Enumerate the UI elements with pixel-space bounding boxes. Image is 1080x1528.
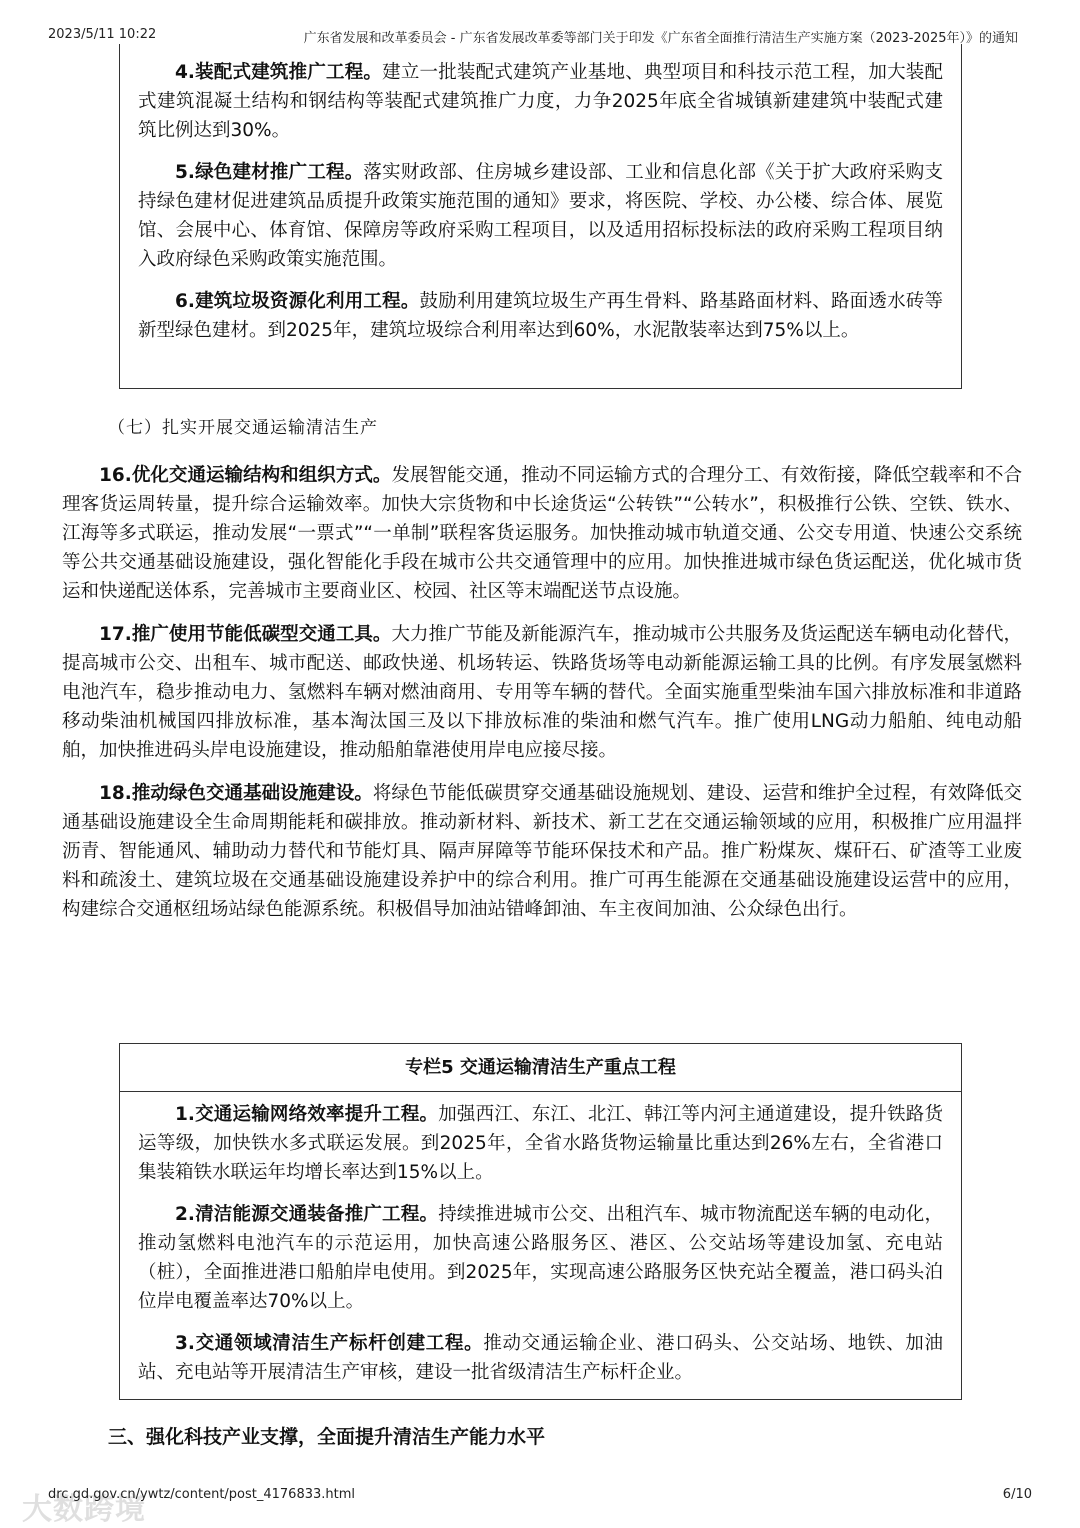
box-item-title: 5.绿色建材推广工程。	[175, 162, 364, 183]
subheading: （七）扎实开展交通运输清洁生产	[108, 418, 378, 438]
body-paragraph	[62, 779, 1022, 924]
watermark-logo: 大数跨境	[22, 1492, 146, 1527]
box-item-text: 持续推进城市公交、出租汽车、城市物流配送车辆的电动化，推动氢燃料电池汽车的示范运用，加快高速公路服务区、港区、公交站场等建设加氢、充电站（桩），全面推进港口船舶岸电使用。到2025年，实现高速公路服务区快充站全覆盖，港口码头泊位岸电覆盖率达70%以上。	[138, 1204, 943, 1312]
box-item-title: 3.交通领域清洁生产标杆创建工程。	[175, 1333, 484, 1354]
paragraph-title: 18.推动绿色交通基础设施建设。	[99, 783, 373, 804]
footer-page-number: 6/10	[1002, 1487, 1032, 1502]
box-item-text: 推动交通运输企业、港口码头、公交站场、地铁、加油站、充电站等开展清洁生产审核，建设一批省级清洁生产标杆企业。	[138, 1333, 943, 1383]
paragraph-text: 发展智能交通，推动不同运输方式的合理分工、有效衔接，降低空载率和不合理客货运周转量，提升综合运输效率。加快大宗货物和中长途货运“公转铁”“公转水”，积极推行公铁、空铁、铁水、江海等多式联运，推动发展“一票式”“一单制”联程客货运服务。加快推动城市轨道交通、公交专用道、快速公交系统等公共交通基础设施建设，强化智能化手段在城市公共交通管理中的应用。加快推进城市绿色货运配送，优化城市货运和快递配送体系，完善城市主要商业区、校园、社区等末端配送节点设施。	[62, 465, 1022, 602]
box-body	[120, 1092, 961, 1387]
body-paragraph	[62, 461, 1022, 606]
box-item-title: 1.交通运输网络效率提升工程。	[175, 1104, 439, 1125]
box-item-title: 2.清洁能源交通装备推广工程。	[175, 1204, 439, 1225]
paragraph-title: 16.优化交通运输结构和组织方式。	[99, 465, 392, 486]
paragraph-text: 大力推广节能及新能源汽车，推动城市公共服务及货运配送车辆电动化替代，提高城市公交、出租车、城市配送、邮政快递、机场转运、铁路货场等电动新能源运输工具的比例。有序发展氢燃料电池汽车，稳步推动电力、氢燃料车辆对燃油商用、专用等车辆的替代。全面实施重型柴油车国六排放标准和非道路移动柴油机械国四排放标准，基本淘汰国三及以下排放标准的柴油和燃气汽车。推广使用LNG动力船舶、纯电动船舶，加快推进码头岸电设施建设，推动船舶靠港使用岸电应接尽接。	[62, 624, 1022, 761]
header-datetime: 2023/5/11 10:22	[48, 27, 157, 42]
paragraph-title: 17.推广使用节能低碳型交通工具。	[99, 624, 392, 645]
paragraph-text: 将绿色节能低碳贯穿交通基础设施规划、建设、运营和维护全过程，有效降低交通基础设施建设全生命周期能耗和碳排放。推动新材料、新技术、新工艺在交通运输领域的应用，积极推广应用温拌沥青、智能通风、辅助动力替代和节能灯具、隔声屏障等节能环保技术和产品。推广粉煤灰、煤矸石、矿渣等工业废料和疏浚土、建筑垃圾在交通基础设施建设养护中的综合利用。推广可再生能源在交通基础设施建设运营中的应用，构建综合交通枢纽场站绿色能源系统。积极倡导加油站错峰卸油、车主夜间加油、公众绿色出行。	[62, 783, 1022, 920]
box-item-title: 4.装配式建筑推广工程。	[175, 62, 383, 83]
box-item-text: 落实财政部、住房城乡建设部、工业和信息化部《关于扩大政府采购支持绿色建材促进建筑品质提升政策实施范围的通知》要求，将医院、学校、办公楼、综合体、展览馆、会展中心、体育馆、保障房等政府采购工程项目，以及适用招标投标法的政府采购工程项目纳入政府绿色采购政策实施范围。	[138, 162, 943, 270]
box-item-text: 建立一批装配式建筑产业基地、典型项目和科技示范工程，加大装配式建筑混凝土结构和钢结构等装配式建筑推广力度，力争2025年底全省城镇新建建筑中装配式建筑比例达到30%。	[138, 62, 943, 141]
box-item	[138, 1100, 943, 1187]
project-box-building	[119, 44, 962, 389]
box-item-text: 鼓励利用建筑垃圾生产再生骨料、路基路面材料、路面透水砖等新型绿色建材。到2025年，建筑垃圾综合利用率达到60%，水泥散装率达到75%以上。	[138, 291, 943, 341]
box-item-text: 加强西江、东江、北江、韩江等内河主通道建设，提升铁路货运等级，加快铁水多式联运发展。到2025年，全省水路货物运输量比重达到26%左右，全省港口集装箱铁水联运年均增长率达到15%以上。	[138, 1104, 943, 1183]
body-paragraphs	[62, 461, 1022, 938]
box-item	[138, 58, 943, 145]
box-item	[138, 1200, 943, 1316]
project-box-transport	[119, 1043, 962, 1400]
box-item-title: 6.建筑垃圾资源化利用工程。	[175, 291, 420, 312]
box-item	[138, 287, 943, 345]
box-item	[138, 158, 943, 274]
footer-url-link[interactable]: drc.gd.gov.cn/ywtz/content/post_4176833.html	[48, 1487, 356, 1502]
box-item	[138, 1329, 943, 1387]
box-title: 专栏5 交通运输清洁生产重点工程	[120, 1044, 961, 1092]
body-paragraph	[62, 620, 1022, 765]
section-heading: 三、强化科技产业支撑，全面提升清洁生产能力水平	[108, 1426, 546, 1448]
header-page-title: 广东省发展和改革委员会 - 广东省发展改革委等部门关于印发《广东省全面推行清洁生产实施方案（2023-2025年）》的通知	[303, 31, 1018, 46]
